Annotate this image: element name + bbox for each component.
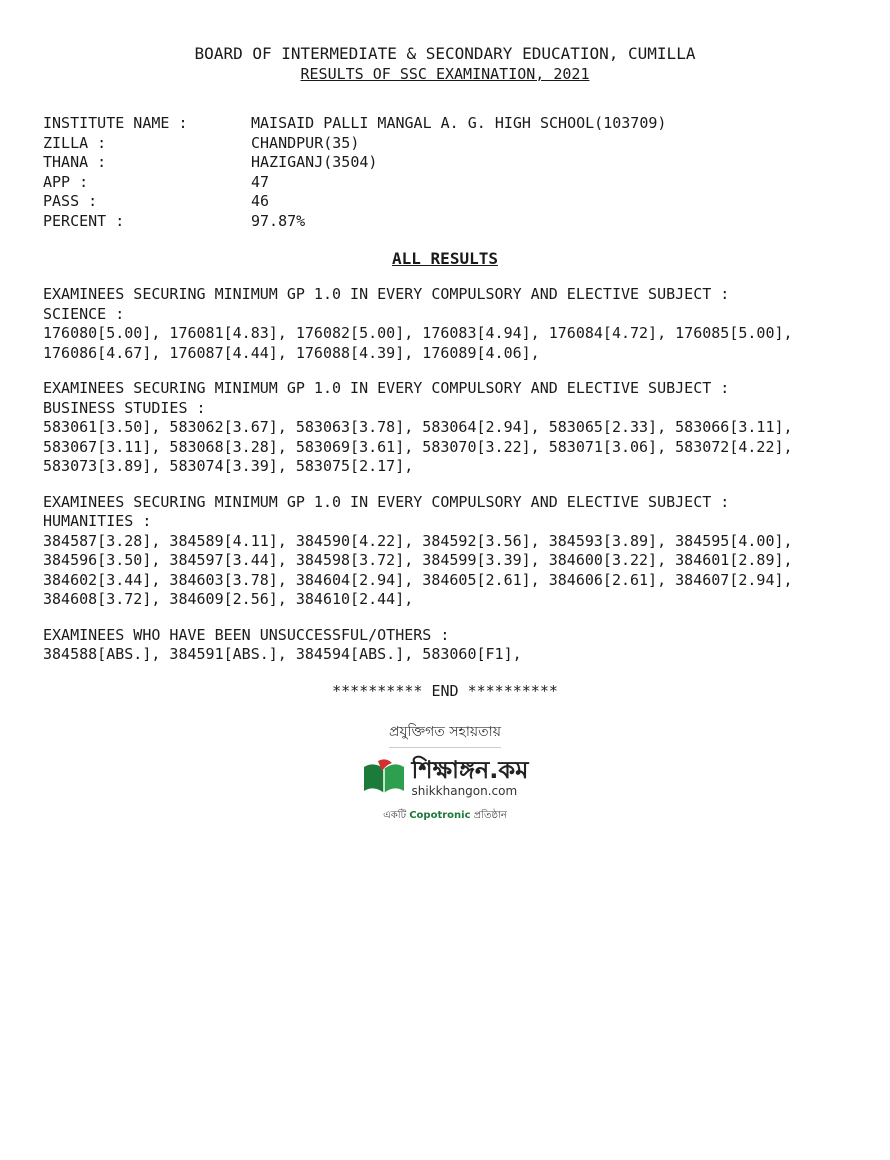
- all-results-heading: ALL RESULTS: [392, 249, 498, 268]
- logo-row: [350, 756, 540, 798]
- info-value: MAISAID PALLI MANGAL A. G. HIGH SCHOOL(103709): [251, 114, 667, 132]
- info-row: [43, 153, 890, 173]
- exam-subtitle: RESULTS OF SSC EXAMINATION, 2021: [300, 65, 590, 83]
- result-line: 384588[ABS.], 384591[ABS.], 384594[ABS.], 583060[F1],: [43, 645, 522, 663]
- result-line: 176086[4.67], 176087[4.44], 176088[4.39], 176089[4.06],: [43, 343, 540, 362]
- copotronic-brand: Copotronic: [409, 810, 471, 821]
- info-row: [43, 212, 890, 232]
- section-heading: EXAMINEES WHO HAVE BEEN UNSUCCESSFUL/OTHERS :: [43, 625, 450, 644]
- info-label: APP :: [43, 172, 89, 191]
- institute-info: [43, 114, 890, 231]
- result-line: 384602[3.44], 384603[3.78], 384604[2.94], 384605[2.61], 384606[2.61], 384607[2.94],: [43, 570, 793, 589]
- brand-text: [412, 756, 529, 798]
- result-line: 583067[3.11], 583068[3.28], 583069[3.61], 583070[3.22], 583071[3.06], 583072[4.22],: [43, 437, 793, 456]
- info-value: 46: [251, 192, 270, 210]
- end-marker: ********** END **********: [332, 681, 558, 700]
- section-heading: EXAMINEES SECURING MINIMUM GP 1.0 IN EVERY COMPULSORY AND ELECTIVE SUBJECT :: [43, 285, 730, 303]
- brand-name-bangla: শিক্ষাঙ্গন.কম: [411, 756, 529, 784]
- result-line: 384587[3.28], 384589[4.11], 384590[4.22], 384592[3.56], 384593[3.89], 384595[4.00],: [43, 531, 793, 550]
- info-value: CHANDPUR(35): [251, 133, 360, 152]
- book-logo-icon: [362, 757, 406, 797]
- result-line: 384596[3.50], 384597[3.44], 384598[3.72], 384599[3.39], 384600[3.22], 384601[2.89],: [43, 551, 793, 569]
- section-unsuccessful: [43, 626, 863, 665]
- result-line: 176080[5.00], 176081[4.83], 176082[5.00], 176083[4.94], 176084[4.72], 176085[5.00],: [43, 324, 793, 342]
- brand-url: shikkhangon.com: [411, 784, 518, 798]
- group-label: BUSINESS STUDIES :: [43, 398, 206, 417]
- section-heading: EXAMINEES SECURING MINIMUM GP 1.0 IN EVERY COMPULSORY AND ELECTIVE SUBJECT :: [43, 379, 730, 397]
- info-row: [43, 192, 890, 212]
- group-label: SCIENCE :: [43, 304, 125, 323]
- result-line: 583073[3.89], 583074[3.39], 583075[2.17],: [43, 457, 414, 475]
- result-line: 583061[3.50], 583062[3.67], 583063[3.78], 583064[2.94], 583065[2.33], 583066[3.11],: [43, 418, 793, 436]
- info-value: HAZIGANJ(3504): [251, 153, 378, 171]
- info-label: THANA :: [43, 153, 107, 171]
- info-value: 97.87%: [251, 211, 306, 230]
- tagline: [350, 808, 540, 825]
- support-label: প্রযুক্তিগত সহায়তায়: [389, 720, 501, 748]
- info-value: 47: [251, 172, 270, 191]
- info-row: [43, 134, 890, 154]
- board-title: BOARD OF INTERMEDIATE & SECONDARY EDUCATION, CUMILLA: [194, 44, 696, 63]
- section-science: [43, 285, 863, 363]
- tagline-prefix: একটি: [383, 810, 410, 821]
- section-heading: EXAMINEES SECURING MINIMUM GP 1.0 IN EVERY COMPULSORY AND ELECTIVE SUBJECT :: [43, 492, 730, 511]
- section-humanities: [43, 493, 863, 610]
- info-label: INSTITUTE NAME :: [43, 114, 188, 132]
- result-line: 384608[3.72], 384609[2.56], 384610[2.44],: [43, 590, 414, 608]
- info-row: [43, 114, 890, 134]
- info-label: PASS :: [43, 192, 98, 210]
- group-label: HUMANITIES :: [43, 512, 152, 530]
- section-business-studies: [43, 379, 863, 477]
- header: [0, 44, 890, 84]
- info-label: PERCENT :: [43, 211, 125, 230]
- info-row: [43, 173, 890, 193]
- sponsor-logo: [350, 720, 540, 825]
- tagline-suffix: প্রতিষ্ঠান: [470, 810, 507, 821]
- info-label: ZILLA :: [43, 133, 107, 152]
